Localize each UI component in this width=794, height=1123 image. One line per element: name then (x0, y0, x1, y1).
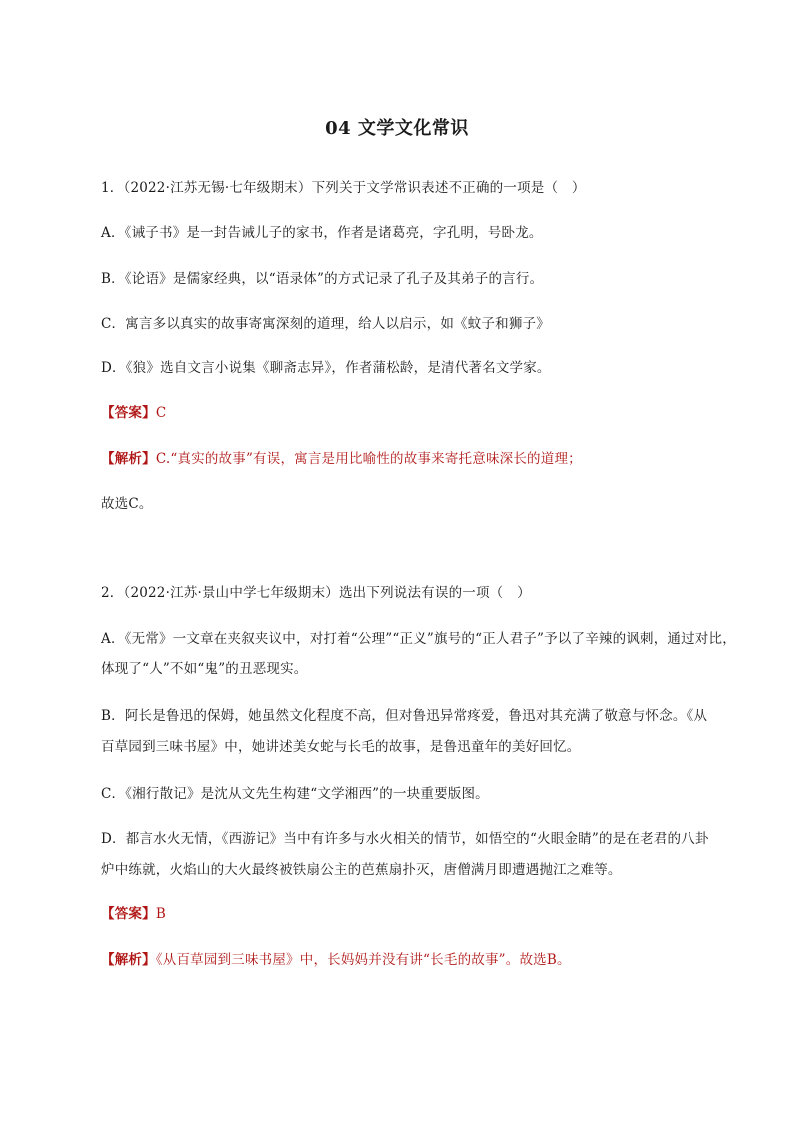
question-1-option-c: C．寓言多以真实的故事寄寓深刻的道理，给人以启示，如《蚊子和狮子》 (101, 316, 550, 332)
question-1-option-a: A．《诫子书》是一封告诫儿子的家书，作者是诸葛亮，字孔明，号卧龙。 (101, 225, 543, 241)
page-title: 04 文学文化常识 (325, 118, 469, 139)
question-2-analysis (101, 948, 751, 972)
answer-label: 【答案】 (101, 405, 156, 421)
question-2-option-b-line-2: 百草园到三味书屋》中，她讲述美女蛇与长毛的故事，是鲁迅童年的美好回忆。 (101, 739, 581, 755)
question-1-stem: 1．（2022·江苏无锡·七年级期末）下列关于文学常识表述不正确的一项是（ ） (101, 180, 586, 196)
question-1-answer (101, 401, 751, 425)
question-1-analysis (101, 447, 751, 471)
question-2-option-a-line-2: 体现了“人”不如“鬼”的丑恶现实。 (101, 661, 308, 677)
analysis-text: 《从百草园到三味书屋》中，长妈妈并没有讲“长毛的故事”。故选B。 (155, 952, 571, 968)
question-2-option-b-line-1: B．阿长是鲁迅的保姆，她虽然文化程度不高，但对鲁迅异常疼爱，鲁迅对其充满了敬意与怀念。《从 (101, 708, 708, 724)
answer-value: C (155, 405, 167, 421)
analysis-text: C.“真实的故事”有误，寓言是用比喻性的故事来寄托意味深长的道理； (155, 451, 582, 467)
answer-label: 【答案】 (101, 906, 156, 922)
question-2-option-d-line-2: 炉中练就，火焰山的大火最终被铁扇公主的芭蕉扇扑灭，唐僧满月即遭遇抛江之难等。 (101, 862, 622, 878)
question-2-answer (101, 902, 751, 926)
question-1-conclusion: 故选C。 (101, 496, 153, 512)
question-1-option-d: D．《狼》选自文言小说集《聊斋志异》，作者蒲松龄，是清代著名文学家。 (101, 360, 551, 376)
question-1-option-b: B．《论语》是儒家经典，以“语录体”的方式记录了孔子及其弟子的言行。 (101, 271, 544, 287)
question-2-option-d-line-1: D．都言水火无情，《西游记》当中有许多与水火相关的情节，如悟空的“火眼金睛”的是在老君的八卦 (101, 831, 709, 847)
question-2-option-c: C．《湘行散记》是沈从文先生构建“文学湘西”的一块重要版图。 (101, 786, 489, 802)
question-2-stem: 2．（2022·江苏·景山中学七年级期末）选出下列说法有误的一项（ ） (101, 585, 531, 601)
analysis-label: 【解析】 (101, 952, 156, 968)
question-2-option-a-line-1: A．《无常》一文章在夹叙夹议中，对打着“公理”“正义”旗号的“正人君子”予以了辛辣的讽刺，通过对比， (101, 631, 736, 647)
analysis-label: 【解析】 (101, 451, 156, 467)
answer-value: B (155, 906, 166, 922)
